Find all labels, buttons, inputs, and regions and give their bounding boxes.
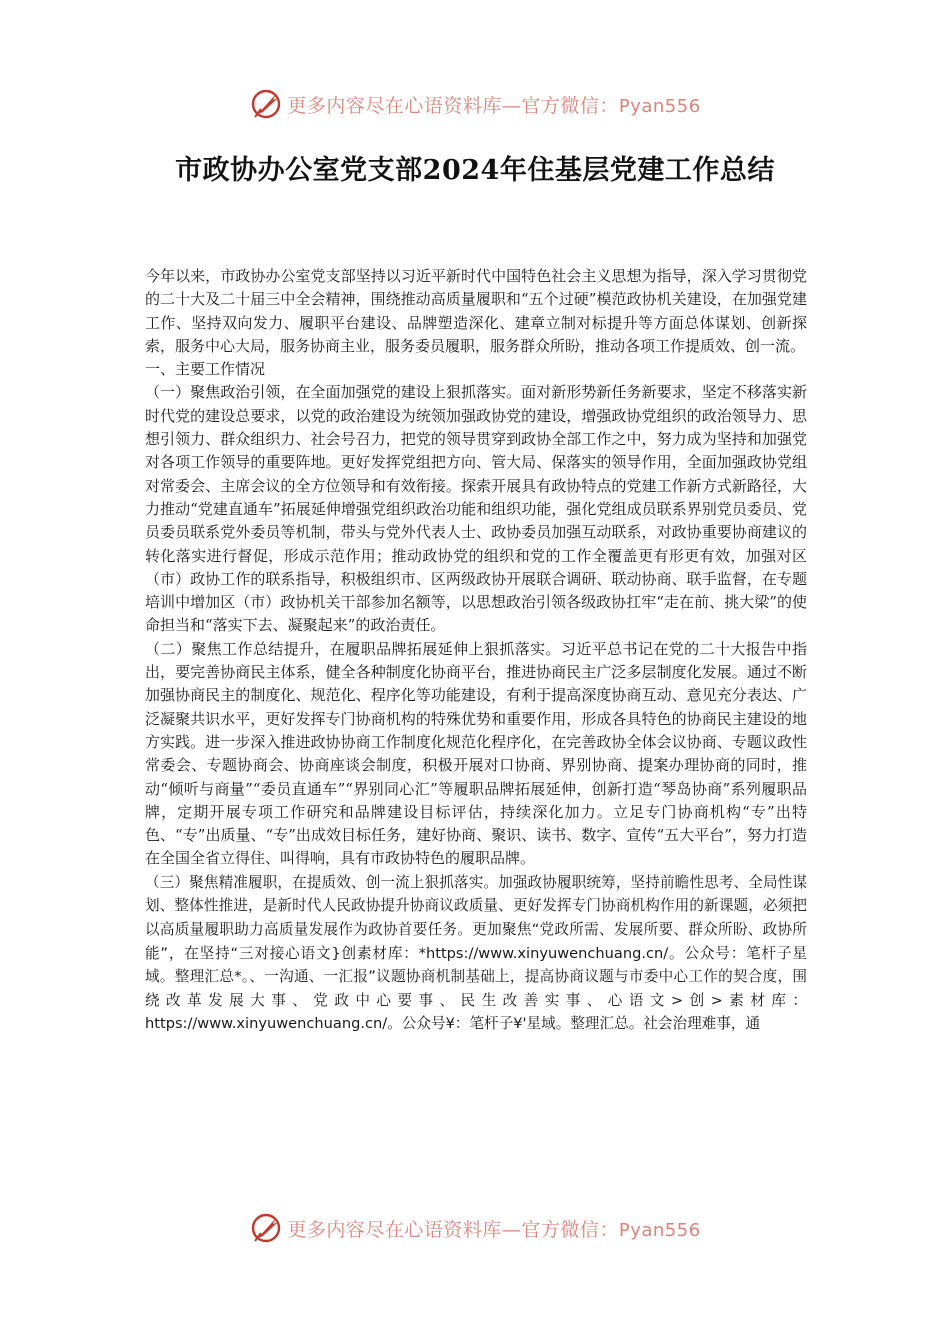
section-heading: 一、主要工作情况 bbox=[145, 360, 266, 379]
watermark-text: 更多内容尽在心语资料库—官方微信：Pyan556 bbox=[287, 1218, 701, 1241]
intro-paragraph: 今年以来，市政协办公室党支部坚持以习近平新时代中国特色社会主义思想为指导，深入学习贯彻党的二十大及二十届三中全会精神，围绕推动高质量履职和“五个过硬”模范政协机关建设，在加强党建工作、坚持双向发力、履职平台建设、品牌塑造深化、建章立制对标提升等方面总体谋划、创新探索，服务中心大局，服务协商主业，服务委员履职，服务群众所盼，推动各项工作提质效、创一流。 bbox=[145, 267, 807, 355]
paragraph-precise-duty: （三）聚焦精准履职，在提质效、创一流上狠抓落实。加强政协履职统筹，坚持前瞻性思考、全局性谋划、整体性推进，是新时代人民政协提升协商议政质量、更好发挥专门协商机构作用的新课题，必须把以高质量履职助力高质量发展作为政协首要任务。更加聚焦“党政所需、发展所要、群众所盼、政协所能”，在坚持“三对接心语文}创素材库：*https://www.xinyuwenchuang.cn/。公众号：笔杆子星域。整理汇总*。、一沟通、一汇报”议题协商机制基础上，提高协商议题与市委中心工作的契合度，围绕改革发展大事、党政中心要事、民生改善实事、心语文>创>素材库：https://www.xinyuwenchuang.cn/。公众号¥：笔杆子¥'星域。整理汇总。社会治理难事，通 bbox=[145, 873, 807, 1033]
pen-quill-logo-icon bbox=[249, 87, 283, 121]
paragraph-brand-extension: （二）聚焦工作总结提升，在履职品牌拓展延伸上狠抓落实。习近平总书记在党的二十大报告中指出，要完善协商民主体系，健全各种制度化协商平台，推进协商民主广泛多层制度化发展。通过不断加强协商民主的制度化、规范化、程序化等功能建设，有利于提高深度协商互动、意见充分表达、广泛凝聚共识水平，更好发挥专门协商机构的特殊优势和重要作用，形成各具特色的协商民主建设的地方实践。进一步深入推进政协协商工作制度化规范化程序化，在完善政协全体会议协商、专题议政性常委会、专题协商会、协商座谈会制度，积极开展对口协商、界别协商、提案办理协商的同时，推动“倾听与商量”“委员直通车”“界别同心汇”等履职品牌拓展延伸，创新打造“琴岛协商”系列履职品牌，定期开展专项工作研究和品牌建设目标评估，持续深化加力。立足专门协商机构“专”出特色、“专”出质量、“专”出成效目标任务，建好协商、聚识、读书、数字、宣传“五大平台”，努力打造在全国全省立得住、叫得响，具有市政协特色的履职品牌。 bbox=[145, 639, 807, 868]
pen-quill-logo-icon bbox=[249, 1211, 283, 1245]
document-body bbox=[145, 265, 807, 1036]
header-watermark-banner bbox=[0, 84, 950, 124]
document-title: 市政协办公室党支部2024年住基层党建工作总结 bbox=[175, 155, 775, 186]
footer-watermark-banner bbox=[0, 1208, 950, 1248]
paragraph-political-guidance: （一）聚焦政治引领，在全面加强党的建设上狠抓落实。面对新形势新任务新要求，坚定不移落实新时代党的建设总要求，以党的政治建设为统领加强政协党的建设，增强政协党组织的政治领导力、思想引领力、群众组织力、社会号召力，把党的领导贯穿到政协全部工作之中，努力成为坚持和加强党对各项工作领导的重要阵地。更好发挥党组把方向、管大局、保落实的领导作用，全面加强政协党组对常委会、主席会议的全方位领导和有效衔接。探索开展具有政协特点的党建工作新方式新路径，大力推动“党建直通车”拓展延伸增强党组织政治功能和组织功能，强化党组成员联系界别党员委员、党员委员联系党外委员等机制，带头与党外代表人士、政协委员加强互动联系，对政协重要协商建议的转化落实进行督促，形成示范作用；推动政协党的组织和党的工作全覆盖更有形更有效，加强对区（市）政协工作的联系指导，积极组织市、区两级政协开展联合调研、联动协商、联手监督，在专题培训中增加区（市）政协机关干部参加名额等，以思想政治引领各级政协扛牢“走在前、挑大梁”的使命担当和“落实下去、凝聚起来”的政治责任。 bbox=[145, 383, 807, 635]
watermark-text: 更多内容尽在心语资料库—官方微信：Pyan556 bbox=[287, 94, 701, 117]
